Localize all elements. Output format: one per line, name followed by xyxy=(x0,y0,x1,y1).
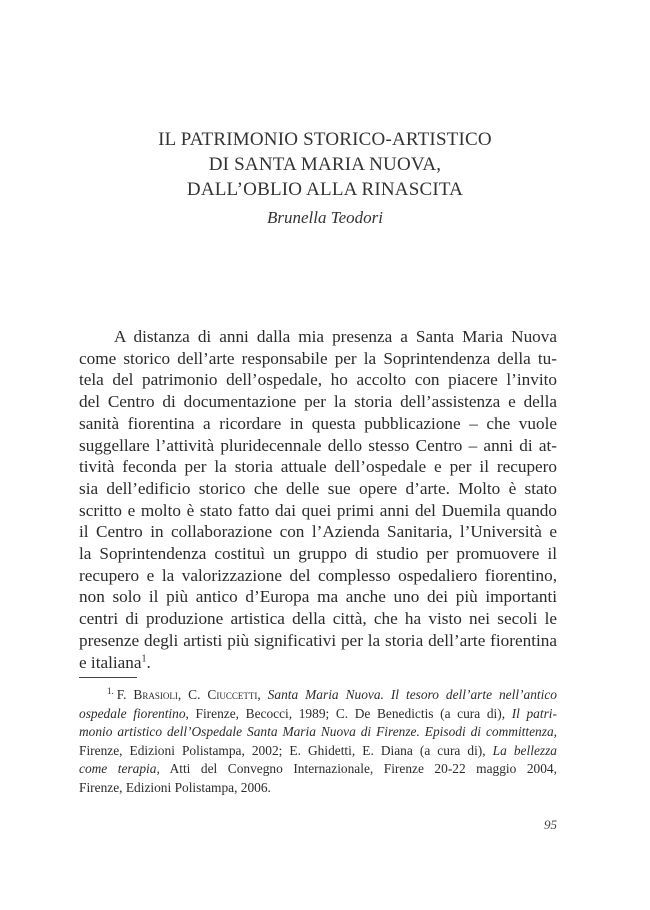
footnote-line xyxy=(79,705,557,724)
page-number: 95 xyxy=(544,817,557,832)
body-line: del Centro di documentazione per la storia dell’assistenza e della xyxy=(79,392,557,412)
footnote-text: Firenze, Edizioni Polistampa, 2002; E. Ghidetti, E. Diana (a cura di), xyxy=(79,742,493,758)
footnote-line: Firenze, Edizioni Polistampa, 2006. xyxy=(79,779,271,795)
book-title: Il patri- xyxy=(511,705,557,721)
book-title: Santa Maria Nuova. Il tesoro dell’arte nell’antico xyxy=(267,687,557,702)
title-line-3: DALL’OBLIO ALLA RINASCITA xyxy=(186,179,464,200)
body-paragraph xyxy=(79,326,557,673)
footnote xyxy=(79,686,557,798)
body-line-end: . xyxy=(146,652,151,672)
footnote-text: Atti del Convegno Internazionale, Firenze 20-22 maggio 2004, xyxy=(159,761,557,777)
body-line: suggellare l’attività pluridecennale dello stesso Centro – anni di at- xyxy=(79,435,557,455)
body-line: la Soprintendenza costituì un gruppo di studio per promuovere il xyxy=(79,544,557,564)
body-last-line xyxy=(79,652,557,674)
body-line: A distanza di anni dalla mia presenza a Santa Maria Nuova xyxy=(114,327,557,346)
footnote-text: , xyxy=(257,687,268,702)
footnote-text: , Firenze, Becocci, 1989; C. De Benedictis (a cura di), xyxy=(185,705,512,721)
book-title: ospedale fiorentino xyxy=(79,705,186,721)
title-line-2: DI SANTA MARIA NUOVA, xyxy=(208,154,442,175)
body-line: recupero e la valorizzazione del complesso ospedaliero fiorentino, xyxy=(79,565,557,585)
body-line: sanità fiorentina a ricordare in questa pubblicazione – che vuole xyxy=(79,413,557,433)
body-line: tela del patrimonio dell’ospedale, ho accolto con piacere l’invito xyxy=(79,370,557,390)
author-surname: rasioli xyxy=(142,687,178,702)
footnote-text: , C. C xyxy=(177,687,217,702)
footnote-line xyxy=(79,723,557,742)
footnote-line xyxy=(79,686,557,705)
body-line: come storico dell’arte responsabile per la Soprintendenza della tu- xyxy=(79,348,557,368)
footnote-reference[interactable]: 1 xyxy=(141,652,147,664)
body-line: scritto e molto è stato fatto dai quei primi anni del Duemila quando xyxy=(79,500,557,520)
footnote-text: F. B xyxy=(116,687,143,702)
body-line: centri di produzione artistica della città, che ha visto nei secoli le xyxy=(79,609,557,629)
book-title: come terapia, xyxy=(79,761,160,777)
title-line-1: IL PATRIMONIO STORICO-ARTISTICO xyxy=(158,129,492,150)
body-line: presenze degli artisti più significativi per la storia dell’arte fiorentina xyxy=(79,630,557,650)
chapter-title xyxy=(0,127,650,202)
author-name: Brunella Teodori xyxy=(266,208,384,227)
author-surname: iuccetti xyxy=(216,687,258,702)
footnote-divider xyxy=(79,677,137,678)
body-line-text: e italiana xyxy=(79,652,142,672)
book-title: monio artistico dell’Ospedale Santa Maria Nuova di Firenze. Episodi di committenza, xyxy=(79,724,557,740)
footnote-line xyxy=(79,742,557,761)
footnote-number: 1. xyxy=(107,685,114,696)
footnote-line xyxy=(79,760,557,779)
body-line: sia dell’edificio storico che delle sue opere d’arte. Molto è stato xyxy=(79,478,557,498)
book-title: La bellezza xyxy=(492,742,558,758)
body-line: non solo il più antico d’Europa ma anche uno dei più importanti xyxy=(79,587,557,607)
body-line: tività feconda per la storia attuale dell’ospedale e per il recupero xyxy=(79,457,557,477)
body-line: il Centro in collaborazione con l’Azienda Sanitaria, l’Università e xyxy=(79,522,557,542)
